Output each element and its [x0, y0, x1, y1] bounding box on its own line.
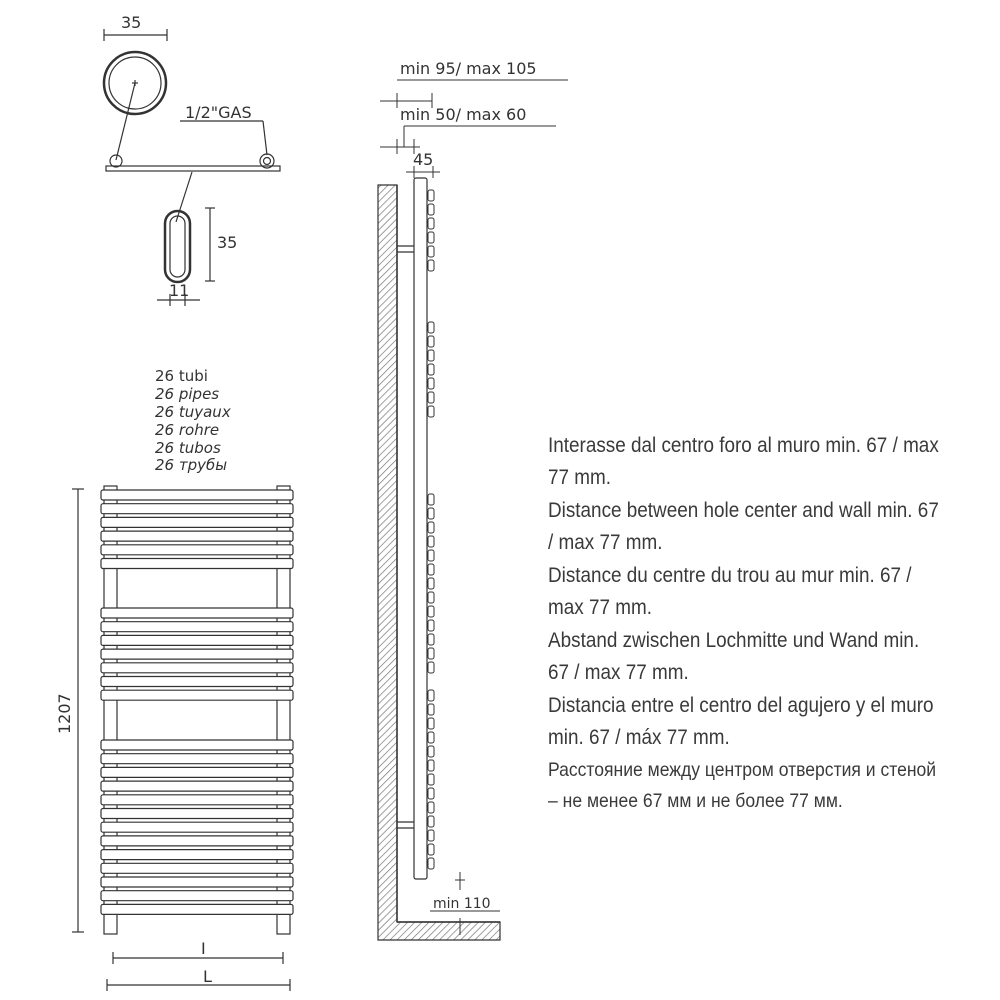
- side-tube-end: [428, 232, 434, 243]
- side-tube-end: [428, 204, 434, 215]
- oval-width-label: 11: [169, 281, 190, 300]
- front-tube: [101, 809, 293, 819]
- front-tube: [101, 690, 293, 700]
- side-tube-end: [428, 746, 434, 757]
- side-tube-end: [428, 704, 434, 715]
- front-tube: [101, 559, 293, 569]
- tube-count-ru: 26 трубы: [155, 456, 228, 474]
- front-tube: [101, 490, 293, 500]
- side-tube-end: [428, 378, 434, 389]
- side-tube-end: [428, 732, 434, 743]
- front-tube: [101, 740, 293, 750]
- side-tube-end: [428, 858, 434, 869]
- tube-count-en: 26 pipes: [155, 385, 220, 403]
- front-tube: [101, 863, 293, 873]
- front-view: [72, 486, 293, 991]
- length-label: L: [203, 967, 212, 986]
- front-tube: [101, 781, 293, 791]
- side-tube-end: [428, 494, 434, 505]
- tube-count-labels: [155, 367, 231, 474]
- side-tube-end: [428, 606, 434, 617]
- inter-axis-label: I: [201, 939, 206, 958]
- side-tube-end: [428, 190, 434, 201]
- front-tube: [101, 517, 293, 527]
- installation-notes: [548, 430, 944, 818]
- front-tube: [101, 754, 293, 764]
- height-label: 1207: [55, 693, 74, 734]
- side-tube-end: [428, 336, 434, 347]
- side-tube-end: [428, 350, 434, 361]
- front-tube: [101, 850, 293, 860]
- tube-count-fr: 26 tuyaux: [155, 403, 231, 421]
- side-tube-end: [428, 844, 434, 855]
- side-tubes: [428, 190, 434, 869]
- side-tube-end: [428, 648, 434, 659]
- front-tubes: [101, 490, 293, 914]
- note-fr: Distance du centre du trou au mur min. 67 / max 77 mm.: [548, 564, 912, 619]
- side-tube-end: [428, 760, 434, 771]
- note-it: Interasse dal centro foro al muro min. 67 / max 77 mm.: [548, 434, 939, 489]
- side-tube-end: [428, 578, 434, 589]
- side-tube-end: [428, 662, 434, 673]
- side-tube-end: [428, 260, 434, 271]
- side-tube-end: [428, 634, 434, 645]
- front-tube: [101, 767, 293, 777]
- front-tube: [101, 663, 293, 673]
- side-tube-end: [428, 802, 434, 813]
- side-tube-end: [428, 620, 434, 631]
- depth-label: 45: [413, 150, 434, 169]
- side-tube-end: [428, 830, 434, 841]
- side-tube-end: [428, 550, 434, 561]
- tube-count-de: 26 rohre: [155, 421, 220, 439]
- side-tube-end: [428, 522, 434, 533]
- note-es: Distancia entre el centro del agujero y el muro min. 67 / máx 77 mm.: [548, 694, 934, 749]
- front-tube: [101, 795, 293, 805]
- tube-section-detail: [104, 29, 280, 306]
- side-tube-end: [428, 392, 434, 403]
- front-tube: [101, 504, 293, 514]
- side-tube-end: [428, 774, 434, 785]
- connection-label: 1/2"GAS: [185, 103, 252, 122]
- front-tube: [101, 904, 293, 914]
- side-tube-end: [428, 592, 434, 603]
- side-tube-end: [428, 536, 434, 547]
- side-tube-end: [428, 322, 434, 333]
- front-tube: [101, 531, 293, 541]
- tube-diameter-label: 35: [121, 13, 142, 32]
- side-tube-end: [428, 246, 434, 257]
- side-tube-end: [428, 218, 434, 229]
- wall-distance-max-label: min 95/ max 105: [400, 59, 537, 78]
- front-tube: [101, 836, 293, 846]
- front-tube: [101, 649, 293, 659]
- note-de: Abstand zwischen Lochmitte und Wand min. 67 / max 77 mm.: [548, 629, 920, 684]
- side-tube-end: [428, 690, 434, 701]
- front-tube: [101, 891, 293, 901]
- side-tube-end: [428, 406, 434, 417]
- front-tube: [101, 822, 293, 832]
- side-tube-end: [428, 718, 434, 729]
- front-tube: [101, 677, 293, 687]
- tube-count-es: 26 tubos: [155, 439, 221, 457]
- front-tube: [101, 635, 293, 645]
- front-tube: [101, 608, 293, 618]
- side-tube-end: [428, 788, 434, 799]
- wall-distance-min-label: min 50/ max 60: [400, 105, 527, 124]
- oval-height-label: 35: [217, 233, 238, 252]
- tube-count-it: 26 tubi: [155, 367, 208, 385]
- side-tube-end: [428, 364, 434, 375]
- side-tube-end: [428, 508, 434, 519]
- side-view: [378, 80, 568, 940]
- note-ru: Расстояние между центром отверстия и стеной – не менее 67 мм и не более 77 мм.: [548, 759, 937, 812]
- front-tube: [101, 622, 293, 632]
- front-tube: [101, 545, 293, 555]
- floor-clearance-label: min 110: [433, 896, 491, 912]
- side-tube-end: [428, 564, 434, 575]
- side-tube-end: [428, 816, 434, 827]
- note-en: Distance between hole center and wall min. 67 / max 77 mm.: [548, 499, 939, 554]
- front-tube: [101, 877, 293, 887]
